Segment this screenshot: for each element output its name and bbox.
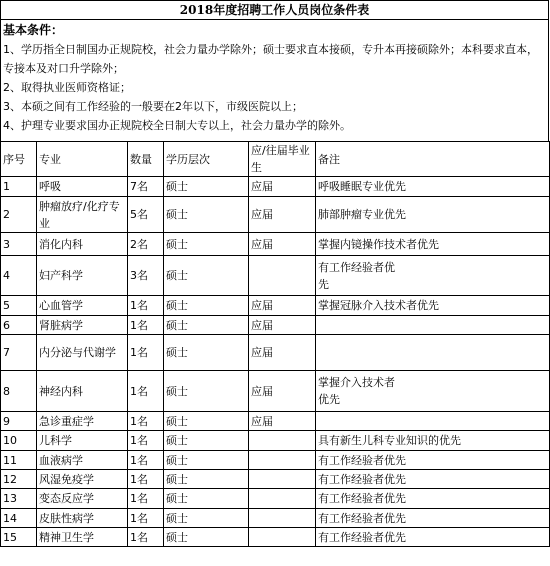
cell-education: 硕士 (164, 489, 249, 509)
cell-no: 1 (1, 177, 37, 197)
table-row (1, 412, 550, 431)
cell-major: 肾脏病学 (37, 316, 128, 335)
cell-no: 15 (1, 528, 37, 547)
cell-count: 1名 (128, 489, 164, 509)
cell-education: 硕士 (164, 451, 249, 470)
cell-remarks: 有工作经验者优先 (316, 509, 550, 528)
cell-no: 4 (1, 256, 37, 296)
cell-education: 硕士 (164, 296, 249, 316)
cell-major: 肿瘤放疗/化疗专业 (37, 197, 128, 233)
cell-education: 硕士 (164, 470, 249, 489)
cell-graduate-status (249, 451, 316, 470)
table-row (1, 371, 550, 412)
condition-line: 专接本及对口升学除外； (3, 62, 124, 75)
cell-no: 8 (1, 371, 37, 412)
cell-no: 13 (1, 489, 37, 509)
cell-no: 2 (1, 197, 37, 233)
cell-graduate-status (249, 256, 316, 296)
cell-major: 急诊重症学 (37, 412, 128, 431)
header-education: 学历层次 (164, 142, 249, 177)
cell-count: 7名 (128, 177, 164, 197)
table-row (1, 509, 550, 528)
cell-major: 妇产科学 (37, 256, 128, 296)
cell-no: 7 (1, 335, 37, 371)
cell-remarks: 掌握内镜操作技术者优先 (316, 233, 550, 256)
cell-count: 5名 (128, 197, 164, 233)
cell-no: 3 (1, 233, 37, 256)
cell-no: 14 (1, 509, 37, 528)
cell-graduate-status: 应届 (249, 296, 316, 316)
cell-count: 1名 (128, 316, 164, 335)
cell-major: 血液病学 (37, 451, 128, 470)
cell-no: 6 (1, 316, 37, 335)
cell-major: 心血管学 (37, 296, 128, 316)
cell-graduate-status: 应届 (249, 335, 316, 371)
cell-graduate-status: 应届 (249, 233, 316, 256)
table-row (1, 335, 550, 371)
cell-remarks: 有工作经验者优先 (316, 470, 550, 489)
cell-graduate-status: 应届 (249, 177, 316, 197)
cell-graduate-status (249, 509, 316, 528)
cell-no: 12 (1, 470, 37, 489)
table-row (1, 296, 550, 316)
cell-education: 硕士 (164, 335, 249, 371)
cell-no: 9 (1, 412, 37, 431)
cell-count: 1名 (128, 509, 164, 528)
condition-line: 2、取得执业医师资格证； (3, 81, 131, 94)
header-major: 专业 (37, 142, 128, 177)
cell-major: 神经内科 (37, 371, 128, 412)
cell-graduate-status: 应届 (249, 316, 316, 335)
header-remarks: 备注 (316, 142, 550, 177)
cell-graduate-status: 应届 (249, 197, 316, 233)
cell-education: 硕士 (164, 431, 249, 451)
table-row (1, 197, 550, 233)
table-row (1, 451, 550, 470)
condition-line: 3、本硕之间有工作经验的一般要在2年以下，市级医院以上； (3, 100, 303, 113)
table-row (1, 489, 550, 509)
cell-graduate-status (249, 431, 316, 451)
cell-education: 硕士 (164, 412, 249, 431)
condition-line: 4、护理专业要求国办正规院校全日制大专以上，社会力量办学的除外。 (3, 119, 351, 132)
cell-count: 1名 (128, 431, 164, 451)
table-row (1, 528, 550, 547)
sheet-title: 2018年度招聘工作人员岗位条件表 (0, 0, 549, 20)
cell-remarks: 掌握冠脉介入技术者优先 (316, 296, 550, 316)
cell-remarks: 肺部肿瘤专业优先 (316, 197, 550, 233)
cell-major: 变态反应学 (37, 489, 128, 509)
cell-major: 风湿免疫学 (37, 470, 128, 489)
cell-remarks: 有工作经验者优先 (316, 451, 550, 470)
cell-count: 1名 (128, 335, 164, 371)
cell-education: 硕士 (164, 316, 249, 335)
cell-education: 硕士 (164, 197, 249, 233)
cell-education: 硕士 (164, 528, 249, 547)
cell-remarks: 呼吸睡眠专业优先 (316, 177, 550, 197)
cell-count: 1名 (128, 451, 164, 470)
cell-major: 皮肤性病学 (37, 509, 128, 528)
cell-graduate-status (249, 470, 316, 489)
cell-major: 精神卫生学 (37, 528, 128, 547)
cell-graduate-status (249, 528, 316, 547)
cell-education: 硕士 (164, 177, 249, 197)
cell-remarks: 具有新生儿科专业知识的优先 (316, 431, 550, 451)
cell-graduate-status: 应届 (249, 371, 316, 412)
cell-count: 3名 (128, 256, 164, 296)
cell-no: 11 (1, 451, 37, 470)
cell-remarks: 有工作经验者优先 (316, 489, 550, 509)
cell-major: 呼吸 (37, 177, 128, 197)
basic-conditions (0, 20, 549, 141)
conditions-heading: 基本条件： (3, 23, 64, 37)
table-row (1, 316, 550, 335)
table-row (1, 431, 550, 451)
cell-major: 儿科学 (37, 431, 128, 451)
cell-remarks (316, 335, 550, 371)
cell-no: 10 (1, 431, 37, 451)
cell-education: 硕士 (164, 371, 249, 412)
cell-education: 硕士 (164, 256, 249, 296)
cell-remarks (316, 316, 550, 335)
cell-remarks: 有工作经验者优先 (316, 528, 550, 547)
cell-remarks (316, 412, 550, 431)
cell-education: 硕士 (164, 233, 249, 256)
cell-graduate-status (249, 489, 316, 509)
cell-count: 1名 (128, 528, 164, 547)
header-graduate-status: 应/往届毕业生 (249, 142, 316, 177)
cell-count: 2名 (128, 233, 164, 256)
cell-count: 1名 (128, 296, 164, 316)
condition-line: 1、学历指全日制国办正规院校，社会力量办学除外；硕士要求直本接硕，专升本再接硕除外；本科要求直本， (3, 43, 538, 56)
table-row (1, 233, 550, 256)
table-row (1, 256, 550, 296)
cell-major: 消化内科 (37, 233, 128, 256)
header-no: 序号 (1, 142, 37, 177)
table-row (1, 177, 550, 197)
cell-education: 硕士 (164, 509, 249, 528)
header-count: 数量 (128, 142, 164, 177)
cell-remarks: 有工作经验者优先 (316, 256, 550, 296)
cell-graduate-status: 应届 (249, 412, 316, 431)
cell-count: 1名 (128, 470, 164, 489)
positions-table (0, 141, 550, 547)
cell-count: 1名 (128, 371, 164, 412)
cell-remarks: 掌握介入技术者优先 (316, 371, 550, 412)
cell-count: 1名 (128, 412, 164, 431)
cell-no: 5 (1, 296, 37, 316)
table-header-row (1, 142, 550, 177)
table-row (1, 470, 550, 489)
cell-major: 内分泌与代谢学 (37, 335, 128, 371)
